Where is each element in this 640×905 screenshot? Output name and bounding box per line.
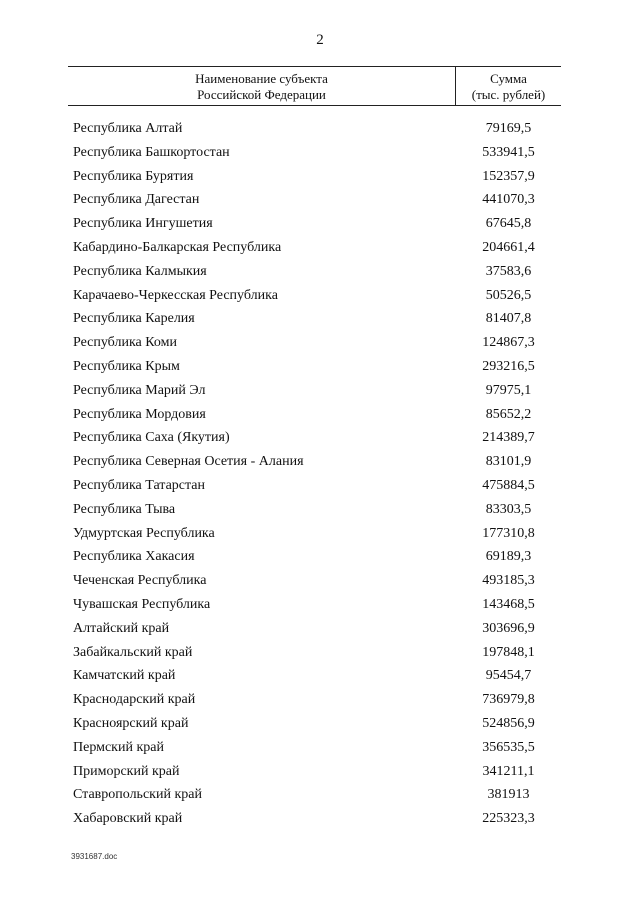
subject-name: Республика Алтай — [73, 121, 183, 136]
subject-sum: 81407,8 — [485, 311, 532, 327]
subject-sum: 152357,9 — [482, 168, 535, 184]
subject-sum: 83303,5 — [485, 501, 532, 517]
subject-name: Хабаровский край — [73, 811, 183, 827]
subject-name: Республика Хакасия — [73, 549, 195, 565]
header-subject-name-line2: Российской Федерации — [197, 86, 326, 102]
subject-name: Чувашская Республика — [73, 596, 211, 612]
subject-sum: 214389,7 — [482, 430, 535, 446]
table-row — [0, 403, 640, 427]
subject-sum: 293216,5 — [482, 358, 535, 374]
subject-sum: 303696,9 — [482, 620, 535, 636]
subject-name: Приморский край — [73, 763, 180, 779]
subject-sum: 85652,2 — [485, 406, 532, 422]
table-row — [0, 593, 640, 617]
subject-name: Республика Бурятия — [73, 168, 194, 184]
subject-name: Республика Мордовия — [73, 406, 206, 422]
subject-name: Республика Северная Осетия - Алания — [73, 454, 304, 470]
subject-sum: 50526,5 — [485, 287, 532, 303]
subject-name: Пермский край — [73, 739, 164, 755]
subject-name: Карачаево-Черкесская Республика — [73, 287, 278, 303]
subject-name: Красноярский край — [73, 715, 189, 731]
table-row — [0, 284, 640, 308]
subject-sum: 441070,3 — [482, 192, 535, 208]
subject-sum: 381913 — [487, 787, 530, 803]
table-row — [0, 260, 640, 284]
subject-sum: 69189,3 — [485, 549, 532, 565]
subject-name: Республика Крым — [73, 358, 180, 374]
subject-sum: 204661,4 — [482, 239, 535, 255]
table-row — [0, 117, 640, 141]
subject-name: Республика Марий Эл — [73, 382, 206, 398]
table-row — [0, 498, 640, 522]
table-row — [0, 165, 640, 189]
table-header — [68, 66, 561, 106]
table-row — [0, 760, 640, 784]
table-body — [0, 117, 640, 831]
subject-name: Удмуртская Республика — [73, 525, 215, 541]
subject-sum: 475884,5 — [482, 477, 535, 493]
subject-name: Забайкальский край — [73, 644, 193, 660]
header-sum-line1: Сумма — [490, 70, 527, 86]
table-row — [0, 807, 640, 831]
subject-sum: 83101,9 — [485, 454, 532, 470]
table-row — [0, 355, 640, 379]
subject-name: Ставропольский край — [73, 787, 202, 803]
subject-name: Республика Дагестан — [73, 192, 200, 208]
table-row — [0, 331, 640, 355]
table-row — [0, 212, 640, 236]
subject-sum: 79169,5 — [485, 121, 532, 136]
subject-name: Кабардино-Балкарская Республика — [73, 239, 282, 255]
subject-sum: 97975,1 — [485, 382, 532, 398]
subject-name: Республика Калмыкия — [73, 263, 207, 279]
table-row — [0, 688, 640, 712]
subject-name: Чеченская Республика — [73, 573, 207, 589]
table-row — [0, 736, 640, 760]
subject-sum: 524856,9 — [482, 715, 535, 731]
subject-name: Алтайский край — [73, 620, 170, 636]
subject-sum: 177310,8 — [482, 525, 535, 541]
subject-sum: 356535,5 — [482, 739, 535, 755]
subject-name: Республика Тыва — [73, 501, 176, 517]
table-row — [0, 474, 640, 498]
subject-sum: 533941,5 — [482, 144, 535, 160]
header-sum-line2: (тыс. рублей) — [471, 86, 546, 102]
table-row — [0, 569, 640, 593]
subject-name: Республика Татарстан — [73, 477, 206, 493]
subject-name: Краснодарский край — [73, 692, 196, 708]
subject-name: Республика Башкортостан — [73, 144, 230, 160]
subject-sum: 225323,3 — [482, 811, 535, 827]
page-number: 2 — [316, 32, 324, 48]
subject-sum: 124867,3 — [482, 335, 535, 351]
subject-name: Республика Карелия — [73, 311, 195, 327]
table-row — [0, 236, 640, 260]
table-row — [0, 617, 640, 641]
table-row — [0, 641, 640, 665]
subject-sum: 143468,5 — [482, 596, 535, 612]
table-row — [0, 307, 640, 331]
table-row — [0, 522, 640, 546]
subject-sum: 493185,3 — [482, 573, 535, 589]
table-row — [0, 379, 640, 403]
table-row — [0, 712, 640, 736]
table-row — [0, 783, 640, 807]
table-row — [0, 188, 640, 212]
header-sum — [456, 67, 561, 105]
table-row — [0, 545, 640, 569]
table-row — [0, 141, 640, 165]
subject-name: Республика Саха (Якутия) — [73, 430, 230, 446]
footer-document-code: 3931687.doc — [71, 852, 118, 861]
subject-sum: 197848,1 — [482, 644, 535, 660]
subject-name: Республика Ингушетия — [73, 216, 213, 232]
subject-name: Республика Коми — [73, 335, 177, 351]
subject-name: Камчатский край — [73, 668, 176, 684]
header-subject-name-line1: Наименование субъекта — [195, 70, 328, 86]
subject-sum: 95454,7 — [485, 668, 532, 684]
subject-sum: 67645,8 — [485, 216, 532, 232]
table-row — [0, 450, 640, 474]
table-row — [0, 426, 640, 450]
subject-sum: 37583,6 — [485, 263, 532, 279]
subject-sum: 341211,1 — [482, 763, 535, 779]
table-row — [0, 664, 640, 688]
header-subject-name — [68, 67, 456, 105]
subject-sum: 736979,8 — [482, 692, 535, 708]
